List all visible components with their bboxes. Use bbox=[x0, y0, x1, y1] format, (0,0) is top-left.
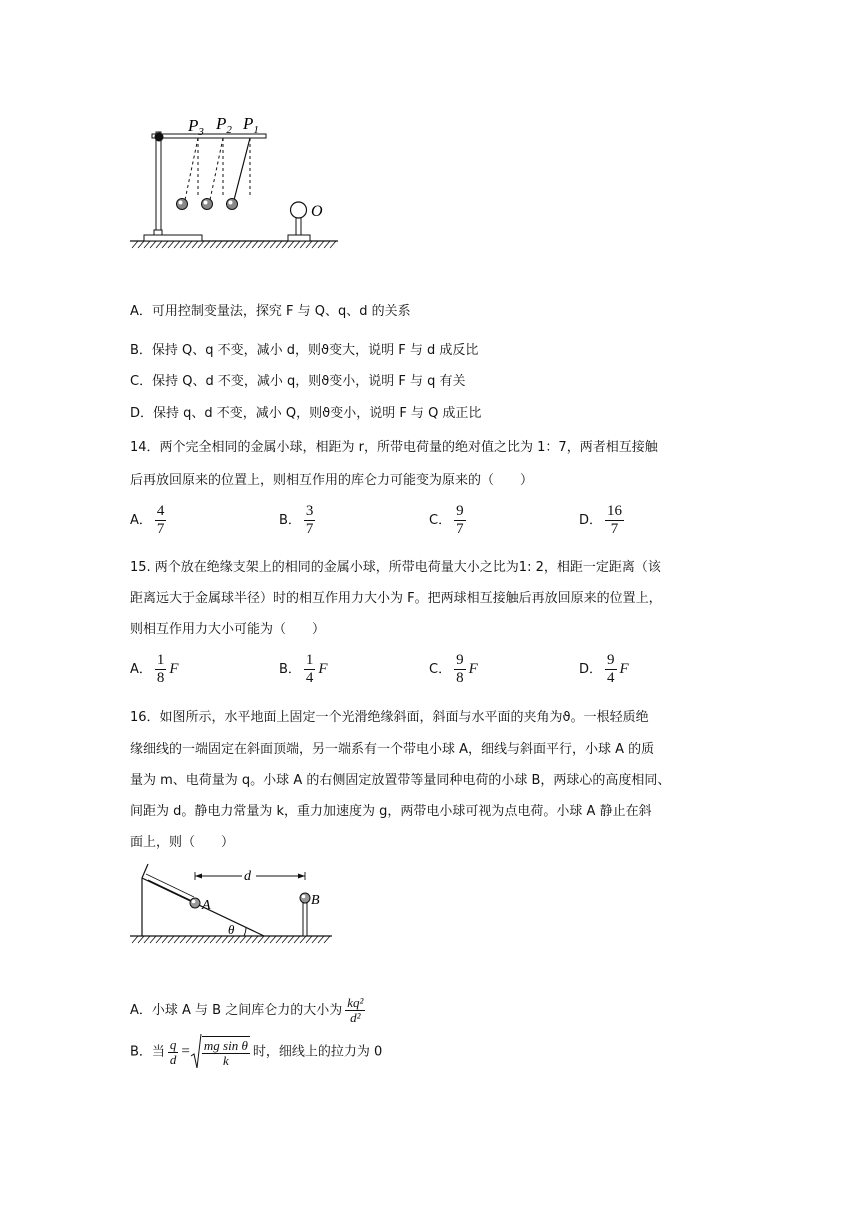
q16-stem-line5: 面上，则（ ） bbox=[130, 835, 235, 850]
label-b: B bbox=[311, 893, 320, 908]
q13-option-d: D．保持 q、d 不变，减小 Q，则ϑ变小，说明 F 与 Q 成正比 bbox=[130, 406, 482, 421]
q16-stem-line2: 缘细线的一端固定在斜面顶端，另一端系有一个带电小球 A，细线与斜面平行，小球 A 的质 bbox=[130, 742, 655, 757]
q16-stem-line1: 16．如图所示，水平地面上固定一个光滑绝缘斜面，斜面与水平面的夹角为ϑ。一根轻质绝 bbox=[130, 710, 649, 725]
q15-stem-line2: 距离远大于金属球半径）时的相互作用力大小为 F。把两球相互接触后再放回原来的位置上， bbox=[130, 591, 662, 606]
label-d: d bbox=[244, 869, 251, 884]
q14-stem-line1: 14．两个完全相同的金属小球，相距为 r，所带电荷量的绝对值之比为 1：7，两者相互接触 bbox=[130, 440, 658, 455]
sqrt-expression: $\frac{\text{mg sin θ}}{k}$ bbox=[190, 1032, 253, 1072]
q15-option-a: A． $\frac{1}{8}$ F bbox=[130, 652, 179, 686]
label-p3: $P_3$ bbox=[188, 116, 204, 138]
q16-stem-line3: 量为 m、电荷量为 q。小球 A 的右侧固定放置带等量同种电荷的小球 B，两球心的高度相同、 bbox=[130, 773, 671, 788]
label-o: O bbox=[311, 203, 323, 220]
label-a: A bbox=[202, 898, 211, 913]
pendulum-figure bbox=[128, 110, 348, 255]
q13-option-c: C．保持 Q、d 不变，减小 q，则ϑ变小，说明 F 与 q 有关 bbox=[130, 374, 466, 389]
q15-stem-line3: 则相互作用力大小可能为（ ） bbox=[130, 622, 326, 637]
q14-option-d: D． $\frac{16}{7}$ bbox=[579, 503, 623, 537]
q16-stem-line4: 间距为 d。静电力常量为 k，重力加速度为 g，两带电小球可视为点电荷。小球 A 静止在斜 bbox=[130, 804, 652, 819]
q14-option-c: C． $\frac{9}{7}$ bbox=[429, 503, 464, 537]
q13-option-a: A．可用控制变量法，探究 F 与 Q、q、d 的关系 bbox=[130, 304, 411, 319]
q15-option-c: C． $\frac{9}{8}$ F bbox=[429, 652, 478, 686]
q14-option-a: A． $\frac{4}{7}$ bbox=[130, 503, 165, 537]
q15-option-b: B． $\frac{1}{4}$ F bbox=[279, 652, 328, 686]
q14-option-b: B． $\frac{3}{7}$ bbox=[279, 503, 314, 537]
label-theta: θ bbox=[228, 922, 235, 937]
q14-stem-line2: 后再放回原来的位置上，则相互作用的库仑力可能变为原来的（ ） bbox=[130, 473, 534, 488]
q15-option-d: D． $\frac{9}{4}$ F bbox=[579, 652, 629, 686]
q16-option-a: A．小球 A 与 B 之间库仑力的大小为 $\frac{\text{kq²}}{\text{d²}}$ bbox=[130, 995, 364, 1025]
q13-option-b: B．保持 Q、q 不变，减小 d，则ϑ变大，说明 F 与 d 成反比 bbox=[130, 343, 479, 358]
q16-option-b: B．当 $\frac{q}{d}$ = $\frac{\text{mg sin θ}}{k}$ 时，细线上的拉力为 0 bbox=[130, 1032, 382, 1072]
incline-figure bbox=[128, 858, 338, 950]
q15-stem-line1: 15. 两个放在绝缘支架上的相同的金属小球，所带电荷量大小之比为1: 2，相距一定距离（该 bbox=[130, 560, 661, 575]
label-p2: $P_2$ bbox=[216, 114, 232, 136]
label-p1: $P_1$ bbox=[243, 114, 259, 136]
